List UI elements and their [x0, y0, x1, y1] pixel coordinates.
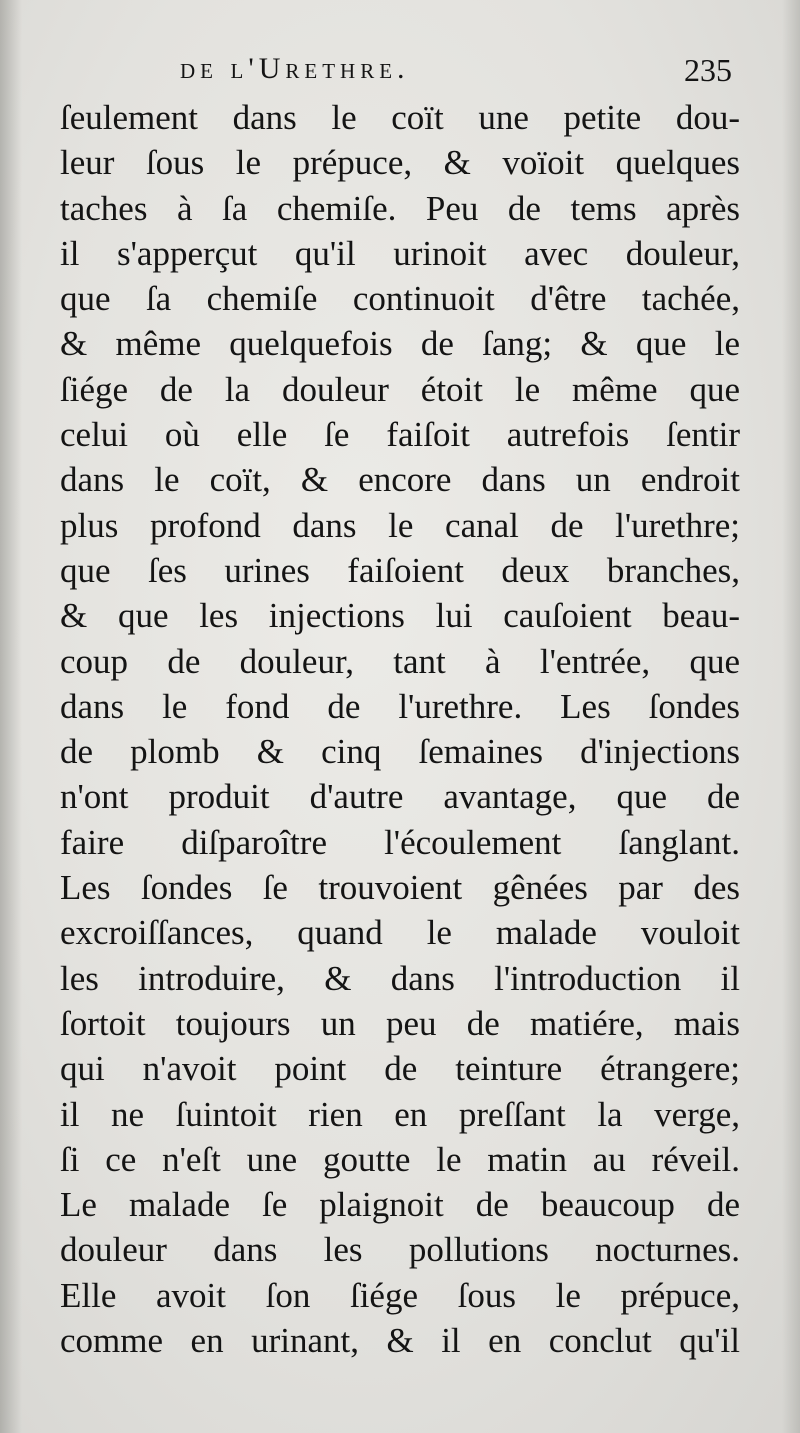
page-gutter-shadow — [0, 0, 22, 1433]
text-line: & que les injections lui cauſoient beau- — [60, 596, 740, 636]
text-line: de plomb & cinq ſemaines d'injections — [60, 732, 740, 772]
text-line: Elle avoit ſon ſiége ſous le prépuce, — [60, 1275, 740, 1315]
text-line: celui où elle ſe faiſoit autrefois ſentir — [60, 415, 740, 455]
text-line: Le malade ſe plaignoit de beaucoup de — [60, 1185, 740, 1225]
text-line: Les ſondes ſe trouvoient gênées par des — [60, 868, 740, 908]
text-line: taches à ſa chemiſe. Peu de tems après — [60, 188, 740, 228]
text-line: leur ſous le prépuce, & voïoit quelques — [60, 143, 740, 183]
text-line: que ſes urines faiſoient deux branches, — [60, 550, 740, 590]
text-line: ſiége de la douleur étoit le même que — [60, 369, 740, 409]
text-line: plus profond dans le canal de l'urethre; — [60, 505, 740, 545]
text-line: faire diſparoître l'écoulement ſanglant. — [60, 822, 740, 862]
text-line: comme en urinant, & il en conclut qu'il — [60, 1321, 740, 1361]
page-header — [0, 52, 800, 96]
text-line: n'ont produit d'autre avantage, que de — [60, 777, 740, 817]
text-line: dans le fond de l'urethre. Les ſondes — [60, 686, 740, 726]
body-text — [60, 95, 740, 1363]
text-line: ſortoit toujours un peu de matiére, mais — [60, 1003, 740, 1043]
text-line: il ne ſuintoit rien en preſſant la verge, — [60, 1094, 740, 1134]
text-line: ſi ce n'eſt une goutte le matin au réveil. — [60, 1139, 740, 1179]
text-line: les introduire, & dans l'introduction il — [60, 958, 740, 998]
text-line: dans le coït, & encore dans un endroit — [60, 460, 740, 500]
text-line: coup de douleur, tant à l'entrée, que — [60, 641, 740, 681]
text-line: ſeulement dans le coït une petite dou- — [60, 98, 740, 137]
text-line: il s'apperçut qu'il urinoit avec douleur, — [60, 233, 740, 273]
text-line: douleur dans les pollutions nocturnes. — [60, 1230, 740, 1270]
page-number: 235 — [684, 52, 732, 88]
text-line: excroiſſances, quand le malade vouloit — [60, 913, 740, 953]
running-head: de l'Urethre. — [180, 52, 410, 85]
text-line: qui n'avoit point de teinture étrangere; — [60, 1049, 740, 1089]
page-edge-shadow — [782, 0, 800, 1433]
text-line: que ſa chemiſe continuoit d'être tachée, — [60, 279, 740, 319]
text-line: & même quelquefois de ſang; & que le — [60, 324, 740, 364]
